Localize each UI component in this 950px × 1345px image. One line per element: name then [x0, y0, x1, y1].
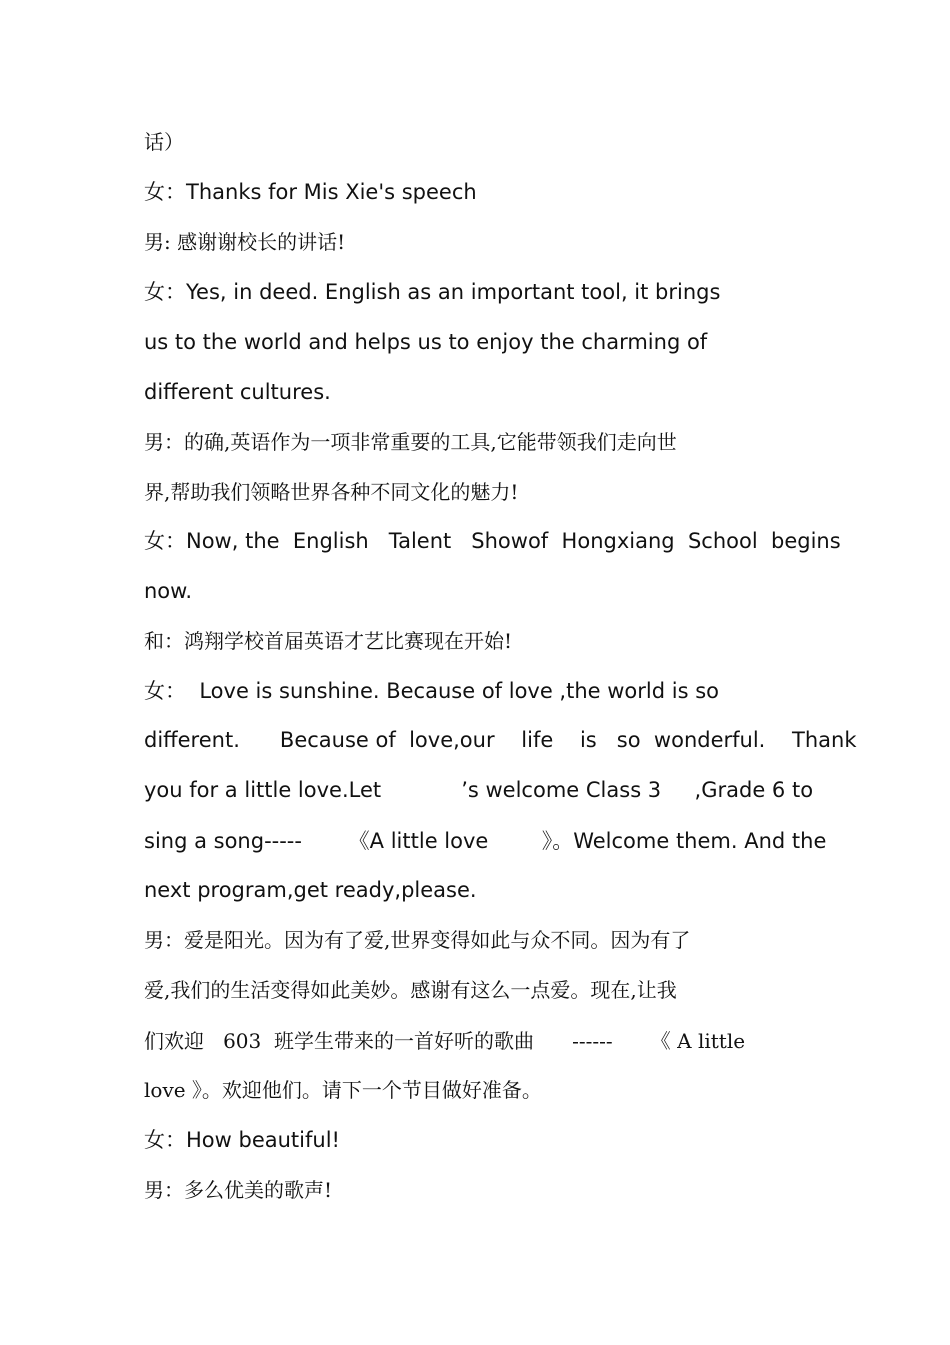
text-line-1: 话）: [144, 130, 184, 154]
text-line-6: different cultures.: [144, 380, 331, 404]
text-line-19: 们欢迎 603 班学生带来的一首好听的歌曲 ------ 《 A little: [144, 1029, 746, 1053]
text-line-2: 女：Thanks for Mis Xie's speech: [144, 180, 477, 204]
text-line-21: 女：How beautiful!: [144, 1128, 340, 1152]
text-line-16: next program,get ready,please.: [144, 878, 477, 902]
text-line-11: 和：鸿翔学校首届英语才艺比赛现在开始!: [144, 629, 513, 653]
text-line-7: 男：的确,英语作为一项非常重要的工具,它能带领我们走向世: [144, 430, 677, 454]
text-line-10: now.: [144, 579, 193, 603]
text-line-20: love 》。欢迎他们。请下一个节目做好准备。: [144, 1078, 542, 1102]
text-line-14: you for a little love.Let ’s welcome Class 3 ,Grade 6 to: [144, 778, 814, 802]
text-line-22: 男：多么优美的歌声!: [144, 1178, 333, 1202]
text-line-4: 女：Yes, in deed. English as an important tool, it brings: [144, 280, 721, 304]
text-line-3: 男: 感谢谢校长的讲话!: [144, 230, 346, 254]
text-line-17: 男：爱是阳光。因为有了爱,世界变得如此与众不同。因为有了: [144, 928, 691, 952]
text-line-5: us to the world and helps us to enjoy the charming of: [144, 330, 708, 354]
text-line-12: 女： Love is sunshine. Because of love ,the world is so: [144, 679, 719, 703]
text-line-9: 女：Now, the English Talent Showof Hongxiang School begins: [144, 529, 841, 553]
text-line-13: different. Because of love,our life is so wonderful. Thank: [144, 728, 857, 752]
text-line-8: 界,帮助我们领略世界各种不同文化的魅力!: [144, 480, 519, 504]
text-line-18: 爱,我们的生活变得如此美妙。感谢有这么一点爱。现在,让我: [144, 978, 677, 1002]
text-line-15: sing a song----- 《A little love 》。Welcome them. And the: [144, 829, 827, 853]
